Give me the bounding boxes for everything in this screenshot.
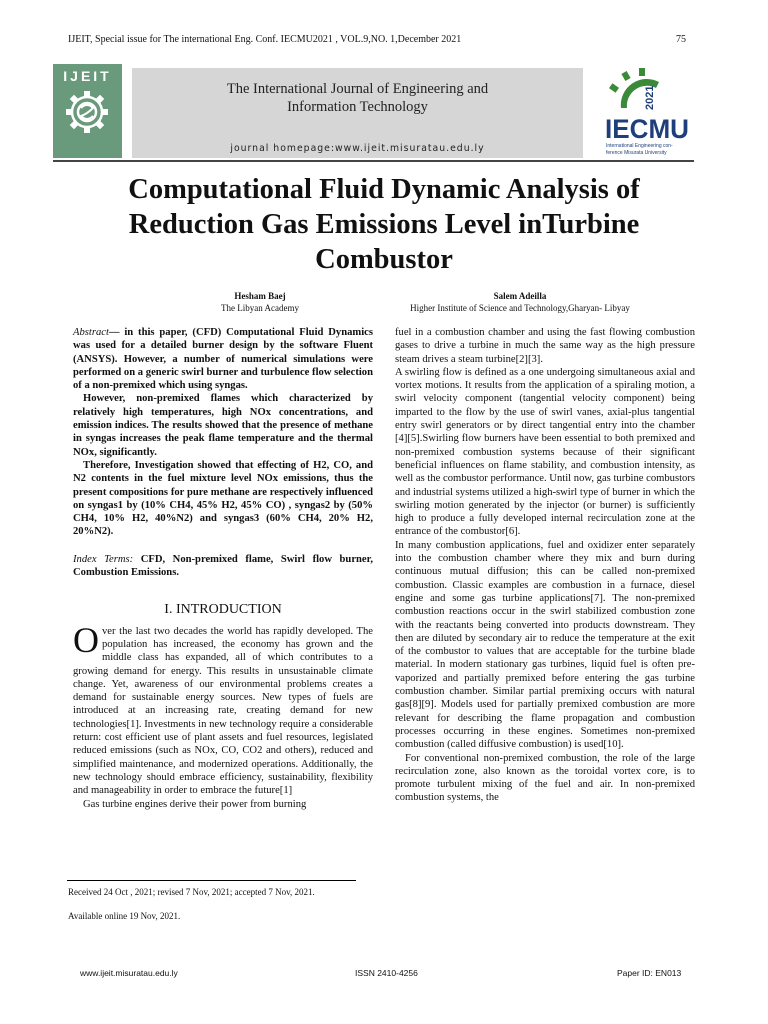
section-heading-introduction: I. INTRODUCTION	[164, 602, 282, 618]
journal-homepage: journal homepage:www.ijeit.misuratau.edu.ly	[230, 143, 485, 154]
intro-p1-text: ver the last two decades the world has rapidly developed. The population has increased, the economy has grown and the middle class has expanded, all of which contributes to a growing demand for energy. This results in unsustainable climate change. Yet, awareness of our environmental problems creates a demand for sustainable energy sources. New types of fuels are introduced at an increasing rate, creating demand for new technologies[1]. Investments in new technology require a considerable return: cost efficient use of plant assets and fuel resources, legislated reduced emissions (such as NOx, CO, CO2 and others), reduced and simplified maintenance, and modernized operations. Additionally, the new technology should embrace efficiency, sustainability, flexibility and manageability in order to embrace the future[1]	[73, 625, 373, 797]
iecmu-logo	[601, 64, 694, 158]
author-2	[370, 290, 670, 314]
right-p1: fuel in a combustion chamber and using the fast flowing combustion gases to drive a turbine in much the same way as the high pressure steam drives a steam turbine[2][3].	[395, 327, 695, 365]
abstract-p1	[73, 326, 373, 392]
left-column	[73, 326, 373, 811]
author-1-affiliation: The Libyan Academy	[221, 303, 299, 313]
received-dates: Received 24 Oct , 2021; revised 7 Nov, 2021; accepted 7 Nov, 2021.	[68, 887, 315, 897]
footer-paper-id: Paper ID: EN013	[617, 968, 682, 978]
right-column	[395, 326, 695, 805]
ijeit-logo	[53, 64, 122, 158]
abstract-label: Abstract	[73, 327, 109, 338]
iecmu-text: IECMU	[605, 114, 689, 144]
iecmu-sub1: International Engineering con-	[606, 143, 673, 149]
title-line-2: Reduction Gas Emissions Level inTurbine	[128, 209, 640, 240]
index-terms	[73, 553, 373, 580]
abstract-p2: However, non-premixed flames which characterized by relatively high temperatures, high NOx concentrations, and emission indices. The results showed that the presence of methane in syngas increases the peak flame temperature and the thermal NOx, significantly.	[73, 393, 373, 458]
abstract-text-1: — in this paper, (CFD) Computational Fluid Dynamics was used for a detailed burner design by the software Fluent (ANSYS). However, a number of numerical simulations were performed on a generic swirl burner and turbulence flow selection of a non-premixed which using syngas.	[73, 327, 373, 392]
title-line-1: Computational Fluid Dynamic Analysis of	[128, 174, 640, 205]
intro-p1	[73, 619, 373, 798]
running-header: IJEIT, Special issue for The international Eng. Conf. IECMU2021 , VOL.9,NO. 1,December 2021	[68, 34, 462, 45]
banner-divider	[53, 160, 694, 162]
available-online: Available online 19 Nov, 2021.	[68, 911, 181, 921]
ijeit-logo-text: IJEIT	[63, 68, 112, 84]
page-number: 75	[676, 34, 686, 45]
journal-name-panel	[132, 68, 583, 158]
footnote-rule	[67, 880, 356, 881]
author-2-affiliation: Higher Institute of Science and Technology,Gharyan- Libyay	[410, 303, 630, 313]
abstract-p3: Therefore, Investigation showed that effecting of H2, CO, and N2 contents in the fuel mixture level NOx emissions, thus the present compositions for pure methane are respectively influenced on syngas1 by (10% CH4, 45% H2, 45% CO) , syngas2 by (50% CH4, 10% H2, 40%N2) and syngas3 (60% CH4, 20% H2, 20%N2).	[73, 459, 373, 538]
gear-icon	[63, 88, 111, 136]
dropcap: O	[73, 619, 99, 660]
right-p2: A swirling flow is defined as a one undergoing simultaneous axial and vortex motions. It results from the application of a spiraling motion, a swirl velocity component (tangential velocity component) being imparted to the flow by the use of swirl vanes, axial-plus tangential entry swirl generators or by direct tangential entry into the chamber [4][5].Swirling flow burners have been essential to both premixed and non-premixed combustion systems because of their significant beneficial influences on flame stability, and combustion intensity, as well as the combustor performance. Until now, gas turbine combustors and industrial systems utilized a high-swirl type of burner in which the swirling motion generated by the injector (or burner) is sufficiently high to produce a fully developed internal recirculation zone at the entrance of the combustor[6].	[395, 366, 695, 538]
iecmu-sub2: ference Misurata University	[606, 150, 667, 156]
footer-issn: ISSN 2410-4256	[355, 968, 418, 978]
title-line-3: Combustor	[315, 244, 453, 275]
journal-title	[132, 80, 583, 116]
iecmu-year: 2021	[644, 85, 656, 110]
right-p3: In many combustion applications, fuel and oxidizer enter separately into the combustion chamber where they mix and burn during continuous mutual diffusion; this can be called non-premixed combustion. Classic examples are combustion in a furnace, diesel engine and some gas turbine applications[7]. The non-premixed combustion reactions occur in the swirl stabilized combustion zone with the reactants being converted into products downstream. They then are diluted by secondary air to reduce the temperature at the exit of the combustor to values that are acceptable for the turbine blade material. In modern stationary gas turbines, liquid fuel is often pre-vaporized and partially premixed before entering the gas turbine combustion chamber. Similar partial premixing occurs with natural gas[8][9]. Models used for partially premixed combustion are more relevant for describing the flame propagation and combustion processes occurring in these engines. Sometimes non-premixed combustion (called diffusive combustion) is used[10].	[395, 539, 695, 751]
journal-title-line2: Information Technology	[287, 99, 428, 115]
author-1-name: Hesham Baej	[234, 291, 286, 301]
intro-p2: Gas turbine engines derive their power from burning	[83, 798, 307, 810]
index-terms-label: Index Terms:	[73, 553, 134, 565]
author-1	[110, 290, 410, 314]
author-2-name: Salem Adeilla	[493, 291, 547, 301]
paper-title	[60, 172, 708, 277]
journal-title-line1: The International Journal of Engineering and	[226, 81, 489, 97]
footer-website: www.ijeit.misuratau.edu.ly	[80, 968, 178, 978]
journal-banner	[53, 64, 694, 158]
right-p4: For conventional non-premixed combustion, the role of the large recirculation zone, also known as the toroidal vortex core, is to promote turbulent mixing of the fuel and air. In non-premixed combustion systems, the	[395, 752, 695, 804]
index-terms-list: CFD, Non-premixed flame, Swirl flow burner, Combustion Emissions.	[73, 553, 373, 579]
